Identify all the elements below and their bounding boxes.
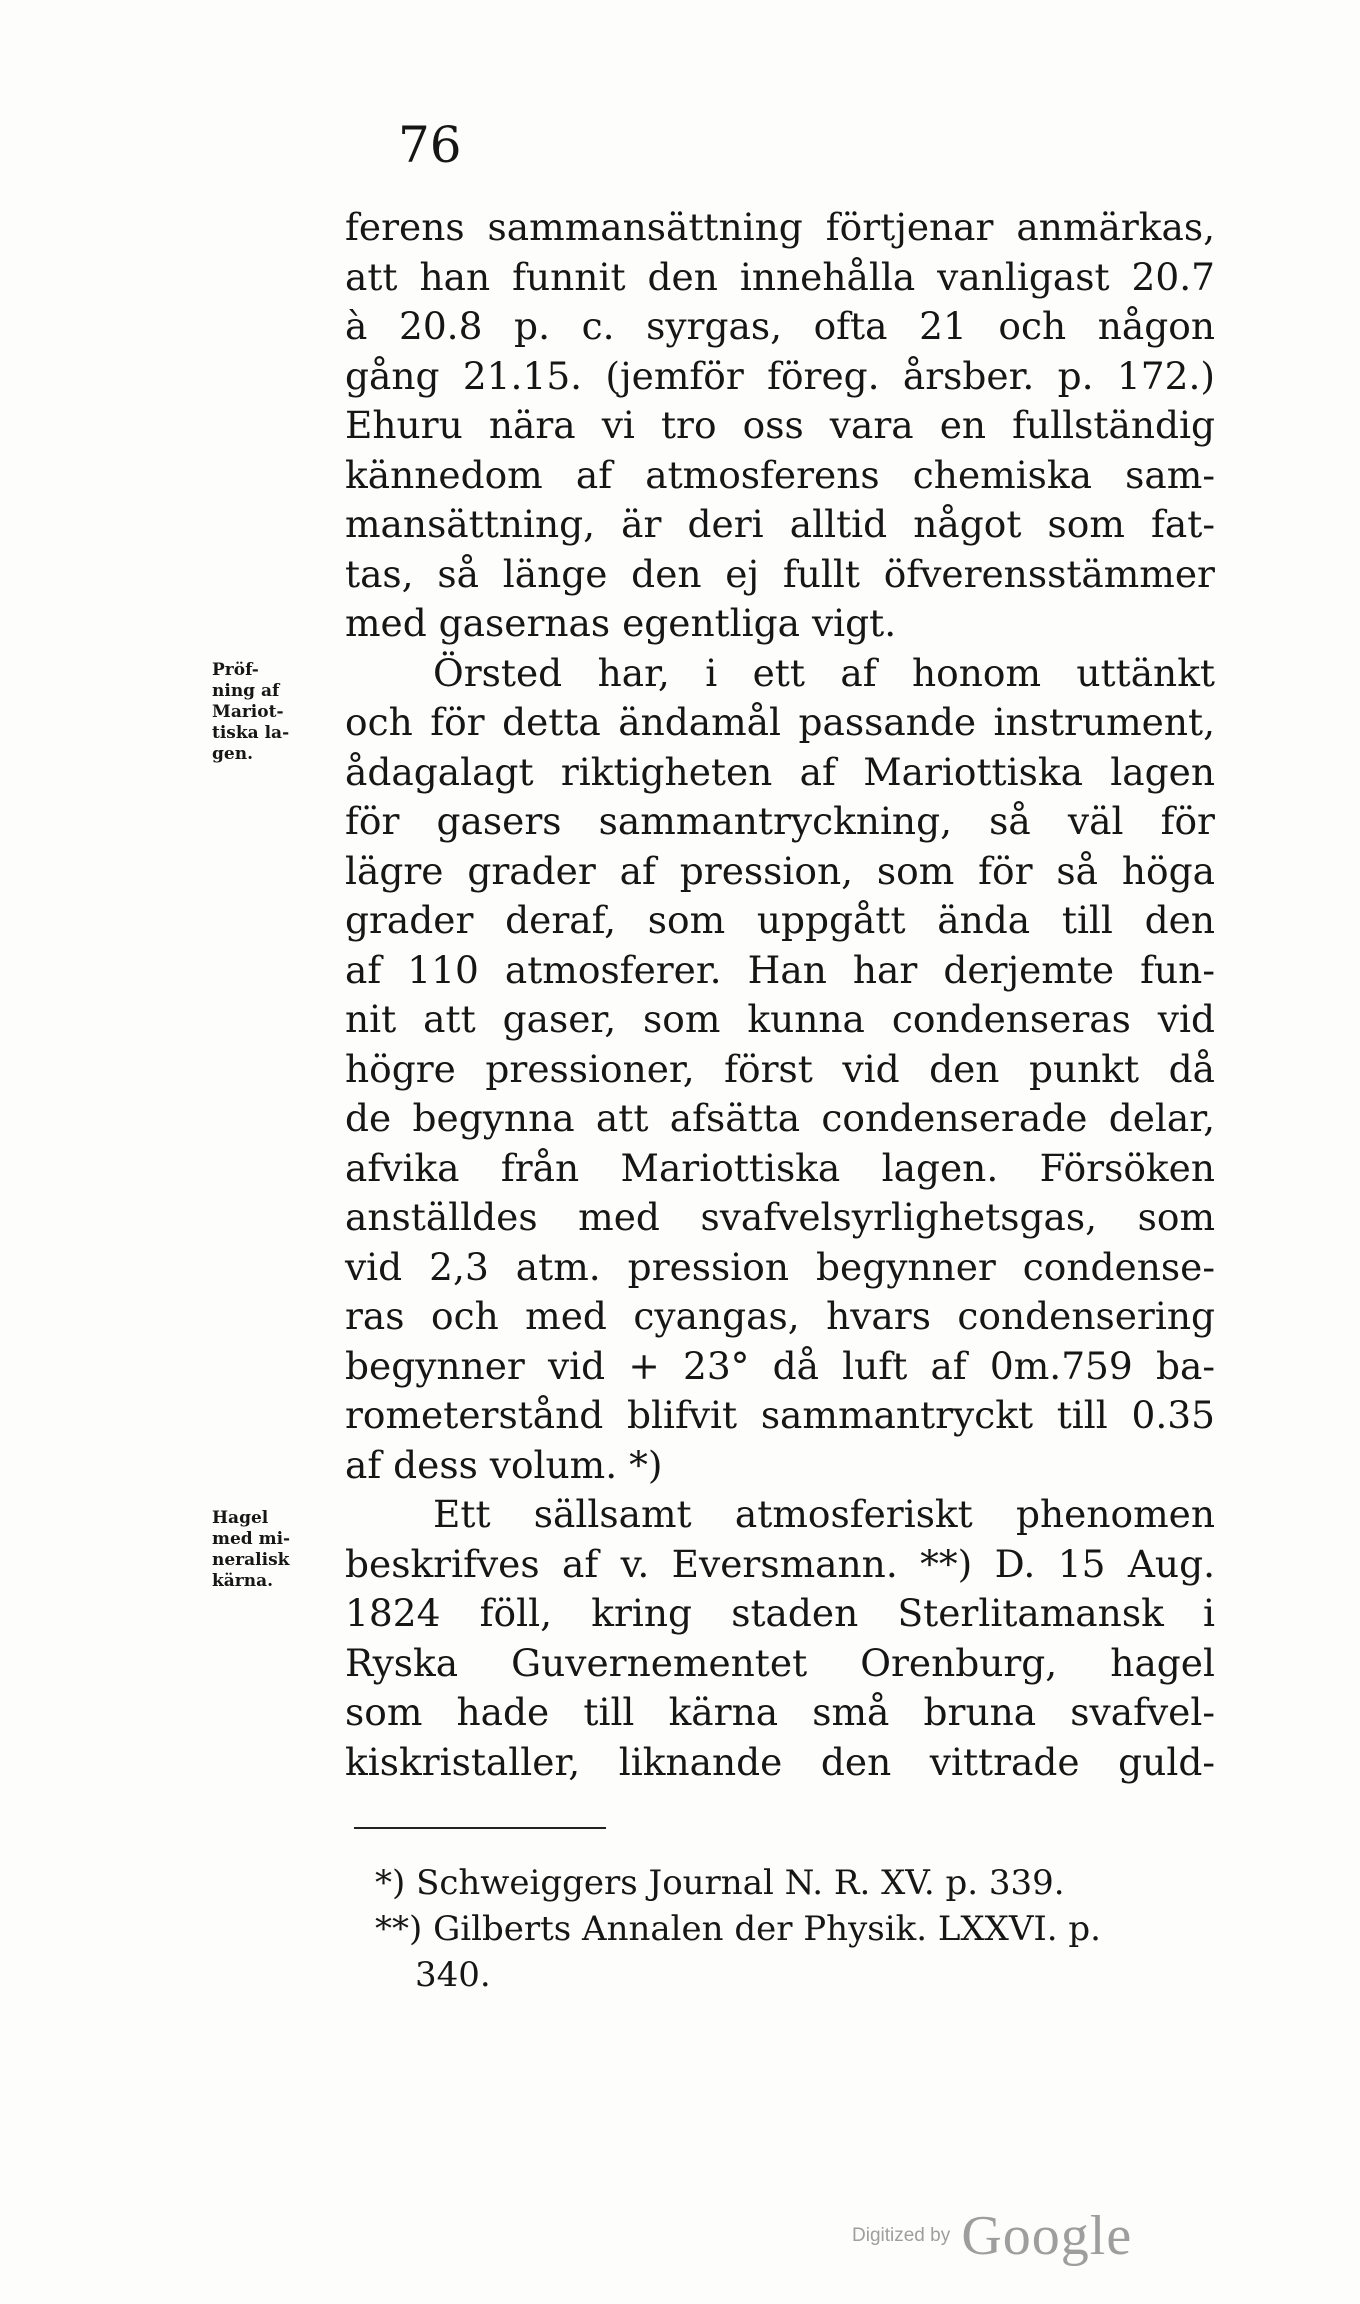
text-line: att han funnit den innehålla vanligast 20.7 [345,254,1215,299]
text-line: ras och med cyangas, hvars condensering [345,1294,1215,1338]
body-text [345,203,1215,1787]
text-line: tas, så länge den ej fullt öfverensstämmer [345,551,1215,596]
margin-note-line: ning af [212,681,280,701]
footnotes [375,1860,1215,1998]
text-line: med gasernas egentliga vigt. [345,601,897,645]
footnote: *) Schweiggers Journal N. R. XV. p. 339. [375,1863,1065,1903]
footnote: **) Gilberts Annalen der Physik. LXXVI. p. [375,1909,1101,1949]
text-line: ådagalagt riktigheten af Mariottiska lagen [345,749,1215,794]
margin-note-line: gen. [212,744,253,764]
text-line: mansättning, är deri alltid något som fat- [345,502,1215,546]
text-line: de begynna att afsätta condenserade delar, [345,1096,1215,1140]
margin-note-line: tiska la- [212,723,290,743]
margin-note-line: neralisk [212,1550,290,1570]
text-line: grader deraf, som uppgått ända till den [345,898,1215,942]
footnote-continuation: 340. [415,1955,491,1995]
google-logo: Google [961,2205,1133,2267]
text-line: anställdes med svafvelsyrlighetsgas, som [345,1195,1215,1239]
text-line: Ryska Guvernementet Orenburg, hagel [345,1640,1215,1685]
text-line: som hade till kärna små bruna svafvel- [345,1690,1215,1734]
page-number: 76 [398,116,462,174]
margin-note-hail [212,1508,290,1592]
margin-note-line: Hagel [212,1508,269,1528]
text-line: gång 21.15. (jemför föreg. årsber. p. 172.) [345,353,1215,398]
text-line: af 110 atmosferer. Han har derjemte fun- [345,947,1215,992]
footnote-rule [354,1827,606,1829]
text-line: rometerstånd blifvit sammantryckt till 0.35 [345,1393,1215,1437]
text-line: nit att gaser, som kunna condenseras vid [345,997,1215,1041]
margin-note-line: Mariot- [212,702,284,722]
text-line: af dess volum. *) [345,1442,663,1487]
watermark-prefix: Digitized by [852,2225,951,2246]
margin-note-line: Pröf- [212,660,259,680]
text-line: Örsted har, i ett af honom uttänkt [433,650,1215,695]
text-line: Ett sällsamt atmosferiskt phenomen [433,1492,1215,1536]
text-line: och för detta ändamål passande instrument, [345,700,1215,744]
text-line: högre pressioner, först vid den punkt då [345,1046,1215,1091]
text-line: à 20.8 p. c. syrgas, ofta 21 och någon [345,304,1215,348]
text-line: lägre grader af pression, som för så höga [345,848,1215,893]
margin-note-line: med mi- [212,1529,291,1549]
text-line: 1824 föll, kring staden Sterlitamansk i [345,1591,1215,1635]
text-line: kännedom af atmosferens chemiska sam- [345,452,1215,497]
digitized-watermark [852,2204,1132,2268]
text-line: begynner vid + 23° då luft af 0m.759 ba- [345,1343,1215,1388]
text-line: för gasers sammantryckning, så väl för [345,799,1215,843]
margin-note-mariotte [212,660,289,765]
margin-note-line: kärna. [212,1571,274,1591]
text-line: beskrifves af v. Eversmann. **) D. 15 Aug. [345,1541,1215,1586]
text-line: kiskristaller, liknande den vittrade guld- [345,1739,1215,1784]
text-line: vid 2,3 atm. pression begynner condense- [345,1244,1215,1289]
text-line: ferens sammansättning förtjenar anmärkas, [345,205,1215,249]
text-line: Ehuru nära vi tro oss vara en fullständig [345,403,1215,447]
text-line: afvika från Mariottiska lagen. Försöken [345,1145,1215,1190]
